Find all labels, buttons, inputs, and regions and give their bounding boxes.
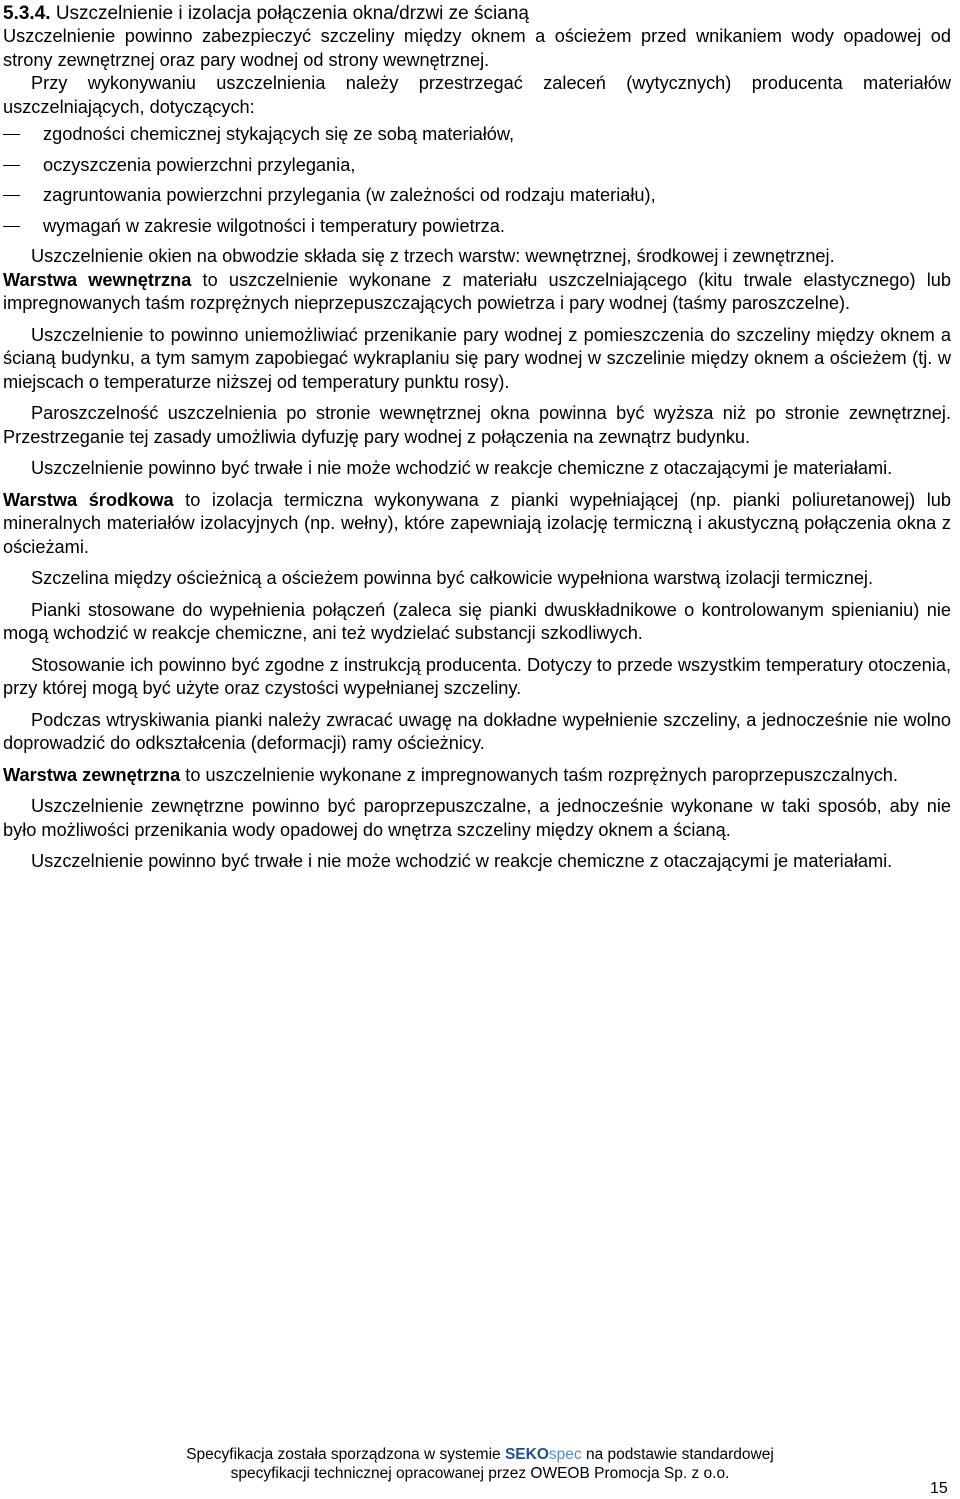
inner-layer-paragraph: Warstwa wewnętrzna to uszczelnienie wykonane z materiału uszczelniającego (kitu trwale elastycznego) lub impregnowanych taśm rozprężnych nieprzepuszczających powietrza i pary wodnej (taśmy paroszczelne). — [3, 269, 951, 313]
list-item: wymagań w zakresie wilgotności i temperatury powietrza. — [3, 215, 951, 239]
list-item: oczyszczenia powierzchni przylegania, — [3, 154, 951, 178]
brand-logo-seko: SEKO — [504, 1446, 549, 1463]
middle-layer-detail-4: Podczas wtryskiwania pianki należy zwracać uwagę na dokładne wypełnienie szczeliny, a jednocześnie nie wolno doprowadzić do odkształcenia (deformacji) ramy ościeżnicy. — [3, 709, 951, 753]
recommendation-paragraph: Przy wykonywaniu uszczelnienia należy przestrzegać zaleceń (wytycznych) producenta materiałów uszczelniających, dotyczących: — [3, 73, 951, 117]
inner-layer-detail-3: Uszczelnienie powinno być trwałe i nie może wchodzić w reakcje chemiczne z otaczającymi je materiałami. — [31, 458, 893, 478]
document-page — [3, 0, 951, 874]
footer-line-2: specyfikacji technicznej opracowanej przez OWEOB Promocja Sp. z o.o. — [230, 1465, 730, 1482]
outer-layer-paragraph: Warstwa zewnętrzna to uszczelnienie wykonane z impregnowanych taśm rozprężnych paroprzepuszczalnych. — [3, 764, 898, 785]
outer-layer-detail-1: Uszczelnienie zewnętrzne powinno być paroprzepuszczalne, a jednocześnie wykonane w taki sposób, aby nie było możliwości przenikania wody opadowej do wnętrza szczeliny między oknem a ścianą. — [3, 796, 951, 840]
middle-layer-detail-1: Szczelina między ościeżnicą a ościeżem powinna być całkowicie wypełniona warstwą izolacji termicznej. — [31, 568, 874, 588]
middle-layer-paragraph: Warstwa środkowa to izolacja termiczna wykonywana z pianki wypełniającej (np. pianki poliuretanowej) lub mineralnych materiałów izolacyjnych (np. wełny), które zapewniają izolację termiczną i akustyczną połączenia okna z ościeżami. — [3, 489, 951, 557]
middle-layer-label: Warstwa środkowa — [3, 489, 174, 510]
outer-layer-label: Warstwa zewnętrzna — [3, 764, 181, 785]
outer-layer-detail-2: Uszczelnienie powinno być trwałe i nie może wchodzić w reakcje chemiczne z otaczającymi je materiałami. — [31, 851, 893, 871]
dash-icon — [3, 226, 20, 227]
requirements-list — [3, 123, 951, 238]
section-heading — [3, 3, 951, 25]
footer-line-1: Specyfikacja została sporządzona w systemie SEKOspec na podstawie standardowej — [186, 1446, 774, 1463]
intro-paragraph: Uszczelnienie powinno zabezpieczyć szczeliny między oknem a ościeżem przed wnikaniem wody opadowej od strony zewnętrznej oraz pary wodnej od strony wewnętrznej. — [3, 26, 951, 70]
page-number: 15 — [930, 1480, 948, 1497]
dash-icon — [3, 165, 20, 166]
inner-layer-detail-2: Paroszczelność uszczelnienia po stronie wewnętrznej okna powinna być wyższa niż po stronie zewnętrznej. Przestrzeganie tej zasady umożliwia dyfuzję pary wodnej z połączenia na zewnątrz budynku. — [3, 403, 951, 447]
inner-layer-label: Warstwa wewnętrzna — [3, 269, 192, 290]
list-item: zagruntowania powierzchni przylegania (w zależności od rodzaju materiału), — [3, 184, 951, 208]
middle-layer-detail-2: Pianki stosowane do wypełnienia połączeń (zaleca się pianki dwuskładnikowe o kontrolowanym spienianiu) nie mogą wchodzić w reakcje chemiczne, ani też wydzielać substancji szkodliwych. — [3, 599, 951, 643]
page-footer — [0, 1445, 960, 1483]
dash-icon — [3, 134, 20, 135]
dash-icon — [3, 195, 20, 196]
section-title: Uszczelnienie i izolacja połączenia okna/drzwi ze ścianą — [55, 3, 529, 24]
inner-layer-detail-1: Uszczelnienie to powinno uniemożliwiać przenikanie pary wodnej z pomieszczenia do szczeliny między oknem a ścianą budynku, a tym samym zapobiegać wykraplaniu się pary wodnej w szczelinie między oknem a ościeżem (tj. w miejscach o temperaturze niższej od temperatury punktu rosy). — [3, 324, 951, 392]
middle-layer-detail-3: Stosowanie ich powinno być zgodne z instrukcją producenta. Dotyczy to przede wszystkim temperatury otoczenia, przy której mogą być użyte oraz czystości wypełnianej szczeliny. — [3, 654, 951, 698]
list-item: zgodności chemicznej stykających się ze sobą materiałów, — [3, 123, 951, 147]
layers-paragraph: Uszczelnienie okien na obwodzie składa się z trzech warstw: wewnętrznej, środkowej i zewnętrznej. — [31, 246, 835, 266]
brand-logo-spec: spec — [548, 1446, 582, 1463]
section-number: 5.3.4. — [3, 3, 51, 24]
